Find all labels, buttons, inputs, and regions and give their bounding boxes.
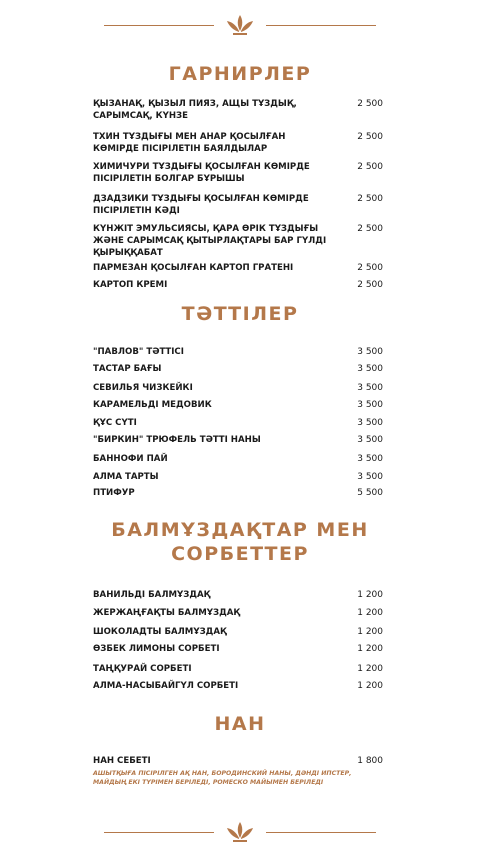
item-name: ТАҢҚУРАЙ СОРБЕТІ	[93, 664, 192, 674]
item-price: 3 500	[357, 454, 383, 464]
section-title-icecream-line1: БАЛМҰЗДАҚТАР МЕН	[111, 519, 369, 541]
item-name: ПАРМЕЗАН ҚОСЫЛҒАН КАРТОП ГРАТЕНІ	[93, 263, 294, 273]
item-price: 2 500	[357, 280, 383, 290]
section-title-garnish: ГАРНИРЛЕР	[168, 63, 312, 85]
divider-line	[266, 832, 376, 833]
item-price: 1 200	[357, 664, 383, 674]
item-name: ЖЕРЖАҢҒАҚТЫ БАЛМҰЗДАҚ	[93, 608, 241, 618]
item-name: "БИРКИН" ТРЮФЕЛЬ ТӘТТІ НАНЫ	[93, 435, 261, 445]
item-price: 2 500	[357, 162, 383, 172]
bottom-ornament	[0, 820, 480, 846]
bread-note: АШЫТҚЫҒА ПІСІРІЛГЕН АҚ НАН, БОРОДИНСКИЙ НАНЫ, ДӘНДІ ИПСТЕР, МАЙДЫҢ ЕКІ ТҮРІМЕН БЕРІЛЕДІ, РОМЕСКО МАЙЫМЕН БЕРІЛЕДІ	[93, 770, 352, 786]
item-name: БАННОФИ ПАЙ	[93, 454, 168, 464]
divider-line	[104, 25, 214, 26]
item-price: 1 200	[357, 627, 383, 637]
item-price: 3 500	[357, 400, 383, 410]
divider-line	[266, 25, 376, 26]
item-price: 2 500	[357, 99, 383, 109]
item-price: 2 500	[357, 194, 383, 204]
section-title-icecream-line2: СОРБЕТТЕР	[171, 543, 309, 565]
item-name: КАРТОП КРЕМІ	[93, 280, 168, 290]
item-name: КҮНЖІТ ЭМУЛЬСИЯСЫ, ҚАРА ӨРІК ТҰЗДЫҒЫ ЖӘНЕ САРЫМСАҚ ҚЫТЫРЛАҚТАРЫ БАР ГҮЛДІ ҚЫРЫҚҚАБАТ	[93, 224, 327, 258]
lotus-ornament-icon	[224, 13, 256, 37]
item-name: ПТИФУР	[93, 488, 135, 498]
item-name: АЛМА-НАСЫБАЙГҮЛ СОРБЕТІ	[93, 681, 239, 691]
item-price: 1 200	[357, 590, 383, 600]
item-price: 1 800	[357, 756, 383, 766]
item-price: 3 500	[357, 347, 383, 357]
item-price: 3 500	[357, 364, 383, 374]
item-name: ӨЗБЕК ЛИМОНЫ СОРБЕТІ	[93, 644, 220, 654]
item-price: 2 500	[357, 263, 383, 273]
item-name: ШОКОЛАДТЫ БАЛМҰЗДАҚ	[93, 627, 227, 637]
item-name: СЕВИЛЬЯ ЧИЗКЕЙКІ	[93, 383, 193, 393]
item-name: ТАСТАР БАҒЫ	[93, 364, 162, 374]
item-name: ХИМИЧУРИ ТҰЗДЫҒЫ ҚОСЫЛҒАН КӨМІРДЕ ПІСІРІЛЕТІН БОЛГАР БҰРЫШЫ	[93, 162, 310, 184]
item-name: ТХИН ТҰЗДЫҒЫ МЕН АНАР ҚОСЫЛҒАН КӨМІРДЕ ПІСІРІЛЕТІН БАЯЛДЫЛАР	[93, 132, 286, 154]
item-price: 3 500	[357, 472, 383, 482]
item-price: 3 500	[357, 418, 383, 428]
divider-line	[104, 832, 214, 833]
item-name: "ПАВЛОВ" ТӘТТІСІ	[93, 347, 184, 357]
item-price: 3 500	[357, 383, 383, 393]
item-name: ВАНИЛЬДІ БАЛМҰЗДАҚ	[93, 590, 211, 600]
item-price: 5 500	[357, 488, 383, 498]
item-price: 1 200	[357, 644, 383, 654]
item-name: ҚЫЗАНАҚ, ҚЫЗЫЛ ПИЯЗ, АЩЫ ТҰЗДЫҚ, САРЫМСАҚ, КҮНЗЕ	[93, 99, 297, 121]
lotus-ornament-icon	[224, 820, 256, 844]
item-price: 1 200	[357, 608, 383, 618]
top-ornament	[0, 13, 480, 39]
item-name: АЛМА ТАРТЫ	[93, 472, 159, 482]
item-name: ДЗАДЗИКИ ТҰЗДЫҒЫ ҚОСЫЛҒАН КӨМІРДЕ ПІСІРІЛЕТІН КӘДІ	[93, 194, 309, 216]
item-price: 3 500	[357, 435, 383, 445]
item-price: 1 200	[357, 681, 383, 691]
section-title-bread: НАН	[214, 713, 266, 735]
section-title-desserts: ТӘТТІЛЕР	[181, 303, 299, 325]
item-name: КАРАМЕЛЬДІ МЕДОВИК	[93, 400, 212, 410]
item-name: ҚҰС СҮТІ	[93, 418, 137, 428]
item-price: 2 500	[357, 132, 383, 142]
item-price: 2 500	[357, 224, 383, 234]
item-name: НАН СЕБЕТІ	[93, 756, 151, 766]
